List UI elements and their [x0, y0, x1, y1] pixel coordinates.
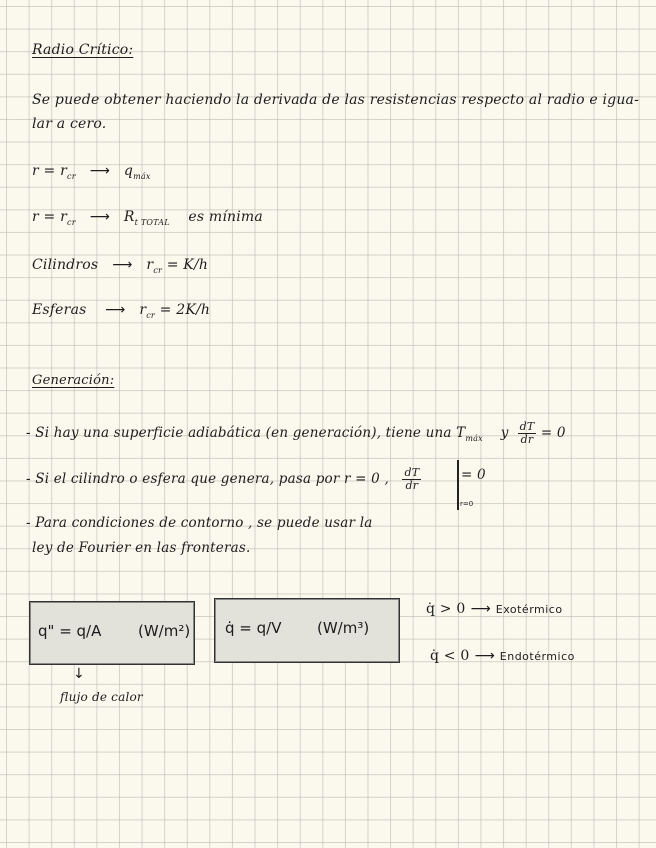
- down-arrow-icon: ↓: [73, 666, 85, 682]
- heat-flux-formula: q" = q/A: [38, 622, 102, 640]
- right-arrow-icon: ⟶: [470, 601, 491, 617]
- right-arrow-icon: ⟶: [474, 648, 495, 664]
- exothermic-note: q̇ > 0 ⟶ Exotérmico: [426, 601, 563, 617]
- bullet-adiabatica: - Si hay una superficie adiabática (en generación), tiene una $T_{máx}$ y $\frac{dT}{dr}$ = 0: [26, 420, 566, 446]
- bullet-condiciones-contorno-line1: - Para condiciones de contorno , se puede usar la: [26, 515, 373, 531]
- equation-esferas: Esferas ⟶ $r_{cr} = 2K/h$: [32, 302, 211, 320]
- equation-rcr-rtotal: $r = r_{cr}$ ⟶ $R_{t TOTAL}$ es mínima: [32, 209, 263, 227]
- bullet-condiciones-contorno-line2: ley de Fourier en las fronteras.: [32, 540, 251, 556]
- heat-generation-formula: q̇ = q/V: [225, 619, 282, 637]
- right-arrow-icon: ⟶: [112, 257, 133, 273]
- heat-flux-box: [29, 601, 195, 665]
- derivative-fraction: $\frac{dT}{dr}$: [519, 420, 535, 446]
- equation-rcr-qmax: $r = r_{cr}$ ⟶ $q_{máx}$: [32, 163, 151, 181]
- heat-generation-units: (W/m³): [317, 619, 370, 637]
- heat-flux-units: (W/m²): [138, 622, 191, 640]
- paragraph-line-1: Se puede obtener haciendo la derivada de las resistencias respecto al radio e igua-: [32, 92, 640, 108]
- evaluation-point: r=0: [460, 500, 474, 508]
- section-title-generacion: Generación:: [32, 373, 115, 388]
- flux-label: flujo de calor: [60, 690, 143, 704]
- right-arrow-icon: ⟶: [89, 209, 110, 225]
- bullet-cilindro-esfera: - Si el cilindro o esfera que genera, pasa por r = 0 , $\frac{dT}{dr}$: [26, 466, 420, 492]
- paragraph-line-2: lar a cero.: [32, 116, 107, 132]
- bullet-2-equals-zero: = 0: [461, 467, 486, 483]
- equation-cilindros: Cilindros ⟶ $r_{cr} = K/h$: [32, 257, 209, 275]
- derivative-fraction: $\frac{dT}{dr}$: [404, 466, 420, 492]
- endothermic-note: q̇ < 0 ⟶ Endotérmico: [430, 648, 575, 664]
- section-title-radio-critico: Radio Crítico:: [32, 42, 134, 58]
- evaluation-bar: [457, 460, 459, 510]
- right-arrow-icon: ⟶: [105, 302, 126, 318]
- right-arrow-icon: ⟶: [89, 163, 110, 179]
- heat-generation-box: [214, 598, 400, 663]
